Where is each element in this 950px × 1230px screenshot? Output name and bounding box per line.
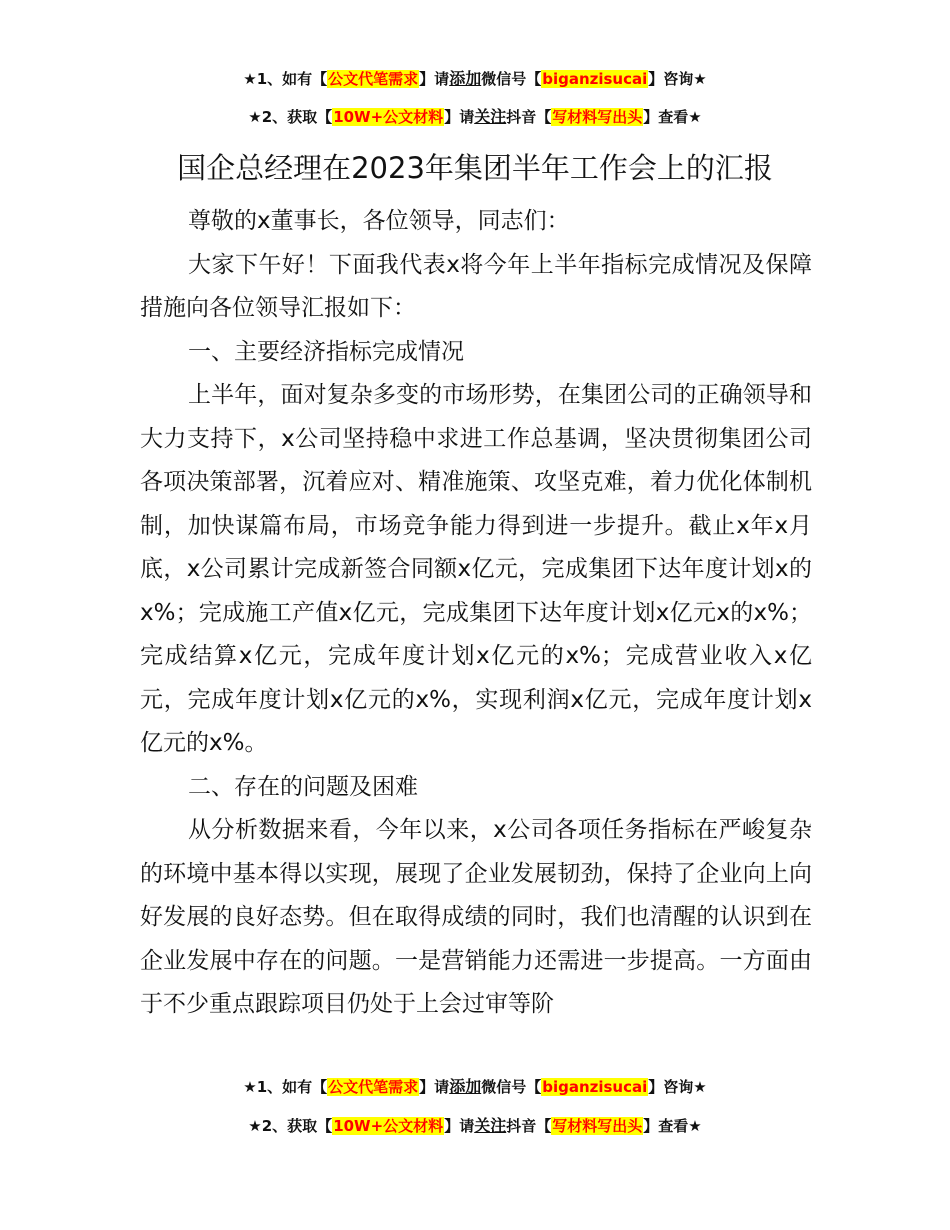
promo-underlined-text: 添加 [449,1077,482,1096]
promo-suffix: 】查看★ [643,1117,702,1135]
promo-underlined-text: 添加 [449,69,482,88]
section-heading-2: 二、存在的问题及困难 [188,773,418,800]
promo-line-douyin [0,106,950,128]
promo-text: 抖音【 [506,108,552,126]
promo-suffix: 】咨询★ [648,70,707,88]
promo-prefix: ★1、如有【 [243,1078,328,1096]
document-body [140,200,812,1027]
promo-highlight-service: 公文代笔需求 [328,70,419,88]
promo-text: 微信号【 [481,1078,542,1096]
promo-line-wechat [0,1076,950,1098]
promo-highlight-service: 公文代笔需求 [328,1078,419,1096]
promo-line-douyin [0,1115,950,1137]
promo-underlined-text: 关注 [474,1116,507,1135]
section-heading-1: 一、主要经济指标完成情况 [188,338,464,365]
promo-highlight-douyin-id: 写材料写出头 [552,1117,643,1135]
body-paragraph: 从分析数据来看，今年以来，x公司各项任务指标在严峻复杂的环境中基本得以实现，展现了企业发展韧劲，保持了企业向上向好发展的良好态势。但在取得成绩的同时，我们也清醒的认识到在企业发展中存在的问题。一是营销能力还需进一步提高。一方面由于不少重点跟踪项目仍处于上会过审等阶 [140,817,812,1017]
body-paragraph: 上半年，面对复杂多变的市场形势，在集团公司的正确领导和大力支持下，x公司坚持稳中求进工作总基调，坚决贯彻集团公司各项决策部署，沉着应对、精准施策、攻坚克难，着力优化体制机制，加快谋篇布局，市场竞争能力得到进一步提升。截止x年x月底，x公司累计完成新签合同额x亿元，完成集团下达年度计划x的x%；完成施工产值x亿元，完成集团下达年度计划x亿元x的x%；完成结算x亿元，完成年度计划x亿元的x%；完成营业收入x亿元，完成年度计划x亿元的x%，实现利润x亿元，完成年度计划x亿元的x%。 [140,382,812,756]
promo-line-wechat [0,68,950,90]
promo-text: 微信号【 [481,70,542,88]
promo-text: 抖音【 [506,1117,552,1135]
salutation-paragraph: 尊敬的x董事长，各位领导，同志们： [188,208,570,234]
promo-suffix: 】查看★ [643,108,702,126]
document-title: 国企总经理在2023年集团半年工作会上的汇报 [177,151,773,185]
promo-underlined-text: 关注 [474,107,507,126]
promo-highlight-materials: 10W+公文材料 [333,108,444,126]
greeting-paragraph: 大家下午好！下面我代表x将今年上半年指标完成情况及保障措施向各位领导汇报如下： [140,251,812,321]
promo-highlight-wechat-id: biganzisucai [542,70,648,88]
promo-highlight-douyin-id: 写材料写出头 [552,108,643,126]
promo-prefix: ★2、获取【 [248,1117,333,1135]
promo-highlight-materials: 10W+公文材料 [333,1117,444,1135]
promo-prefix: ★1、如有【 [243,70,328,88]
promo-text: 】请 [444,108,475,126]
promo-highlight-wechat-id: biganzisucai [542,1078,648,1096]
promo-suffix: 】咨询★ [648,1078,707,1096]
promo-text: 】请 [419,1078,450,1096]
promo-text: 】请 [444,1117,475,1135]
promo-prefix: ★2、获取【 [248,108,333,126]
promo-text: 】请 [419,70,450,88]
